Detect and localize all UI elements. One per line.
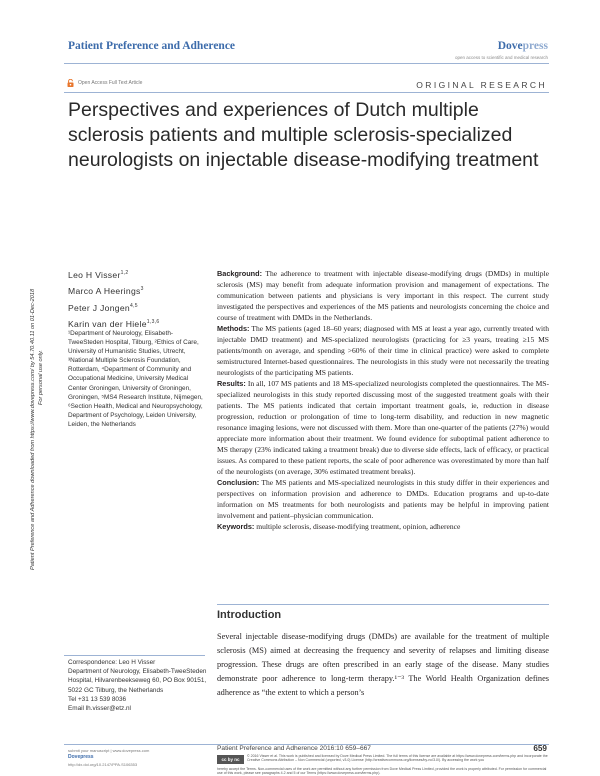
footer-journal-reference: Patient Preference and Adherence 2016:10 659–667 [217, 745, 371, 752]
doi-link[interactable]: http://dx.doi.org/10.2147/PPA.S106353 [68, 762, 138, 767]
submit-manuscript-link[interactable]: submit your manuscript | www.dovepress.com [68, 748, 150, 753]
author: Peter J Jongen$^{4,5}$ [68, 302, 138, 313]
article-title: Perspectives and experiences of Dutch multiple sclerosis patients and multiple sclerosis-specialized neurologists on injectable disease-modifying treatment [68, 99, 539, 171]
introduction-heading: Introduction [217, 609, 282, 621]
download-side-note-text [29, 289, 45, 570]
download-side-note [13, 140, 45, 580]
correspondence [68, 658, 208, 713]
title-rule [64, 92, 549, 93]
author: Karin van der Hiele$^{1,3,6}$ [68, 318, 160, 329]
correspondence-rule [64, 655, 205, 656]
open-access-label: Open Access Full Text Article [78, 80, 143, 86]
creative-commons-badge[interactable]: cc by nc [217, 755, 244, 764]
abstract [217, 268, 549, 532]
author-list [68, 266, 159, 331]
correspondence-address: Department of Neurology, Elisabeth-TweeSteden Hospital, Hilvarenbeekseweg 60, PO Box 90151, 5022 GC Tilburg, the Netherlands [68, 668, 207, 694]
side-note-line-2: For personal use only. [38, 350, 44, 405]
article-type: ORIGINAL RESEARCH [416, 80, 547, 90]
abstract-background: Background: The adherence to treatment with injectable disease-modifying drugs (DMDs) in multiple sclerosis (MS) may benefit from adequate information provision and management of expectations. The communication between patients and physicians is very important in this respect. The current study investigated the perspectives and experiences of the MS patients and neurologists concerning the choice and course of treatment with DMDs in the Netherlands. [217, 269, 549, 322]
footer-left [68, 747, 149, 768]
abstract-keywords: Keywords: multiple sclerosis, disease-modifying treatment, opinion, adherence [217, 522, 461, 531]
introduction-text: Several injectable disease-modifying drugs (DMDs) are available for the treatment of multiple sclerosis (MS) aimed at decreasing the frequency and severity of relapses and limiting disease progression. These drugs are often prescribed in an early stage of the disease. Many studies demonstrate poor adherence to long-term therapy.¹⁻³ The World Health Organization defines adherence as “the extent to which a person’s [217, 632, 549, 697]
author: Marco A Heerings$^3$ [68, 286, 144, 297]
correspondence-label: Correspondence: Leo H Visser [68, 659, 156, 666]
footer-brand[interactable]: Dovepress [68, 754, 94, 760]
author: Leo H Visser$^{1,2}$ [68, 269, 129, 280]
correspondence-phone: Tel +31 13 539 8036 [68, 695, 127, 703]
abstract-results: Results: In all, 107 MS patients and 18 MS-specialized neurologists completed the questionnaires. The MS-specialized neurologists in this study reported discussing most of the suggested treatment goals with their patients. The MS patients indicated that certain important treatment goals, ie, reduction in disease progression, reduction or prolongation of time to long-term disability, and reduction in new magnetic resonance imaging lesions, were not discussed with them. More than one-quarter of the patients (27%) would appreciate more information about their treatment. We found evidence for suboptimal patient adherence to MS therapy (23% indicated taking a treatment break) due to diverse side effects, lack of efficacy, or practical issues. As compared to these patient reports, the scale of poor adherence was overestimated by more than half of the neurologists (on average, 30% estimated treatment breaks). [217, 379, 549, 476]
side-note-line-1: Patient Preference and Adherence downloaded from https://www.dovepress.com/ by 54.70.40.11 on 01-Dec-2018 [30, 288, 36, 570]
header-rule [64, 63, 549, 64]
affiliations: ¹Department of Neurology, Elisabeth-TweeSteden Hospital, Tilburg, ²Ethics of Care, University of Humanistic Studies, Utrecht, ³National Multiple Sclerosis Foundation, Rotterdam, ⁴Department of Community and Occupational Medicine, University Medical Center Groningen, University of Groningen, Groningen, ⁵MS4 Research Institute, Nijmegen, ⁶Section Health, Medical and Neuropsychology, Department of Psychology, Leiden University, Leiden, the Netherlands [68, 330, 203, 428]
correspondence-email[interactable]: Email lh.visser@etz.nl [68, 705, 131, 713]
license-text-continued: hereby accept the Terms. Non-commercial uses of the work are permitted without any further permission from Dove Medical Press Limited, provided the work is properly attributed. For permission for commercial use of this work, please see paragraphs 4.2 and 5 of our Terms (https://www.dovepress.com/terms.php). [217, 767, 547, 776]
publisher-tagline: open access to scientific and medical research [454, 55, 548, 60]
publisher-logo[interactable] [498, 40, 548, 52]
publisher-brand: Dove [497, 40, 523, 52]
journal-name: Patient Preference and Adherence [68, 40, 236, 52]
publisher-brand-suffix: press [522, 40, 548, 52]
abstract-methods: Methods: The MS patients (aged 18–60 years; diagnosed with MS at least a year ago, currently treated with injectable DMD treatment) and MS-specialized neurologists (practicing for ≥3 years, treating ≥15 MS patients/month on average, and spending >60% of their time in clinical practice) were asked to complete semistructured Internet-based questionnaires. The neurologists in this study were not necessarily the treating neurologists of the participating MS patients. [217, 324, 549, 377]
open-access-lock-icon [67, 79, 74, 87]
introduction-rule [217, 604, 549, 605]
license-text: © 2016 Visser et al. This work is published and licensed by Dove Medical Press Limited. The full terms of this license are available at https://www.dovepress.com/terms.php and incorporate the Creative Commons Attribution – Non Commercial (unported, v3.0) License (http://creativecommons.org/licenses/by-nc/3.0/). By accessing the work you [247, 754, 548, 763]
abstract-conclusion: Conclusion: The MS patients and MS-specialized neurologists in this study differ in their experiences and perspectives on information provision and adherence to DMDs. Education programs and up-to-date information on MS treatments for both neurologists and patients may be helpful in improving patient involvement and patient–physician communication. [217, 478, 549, 520]
page-number: 659 [533, 744, 547, 753]
